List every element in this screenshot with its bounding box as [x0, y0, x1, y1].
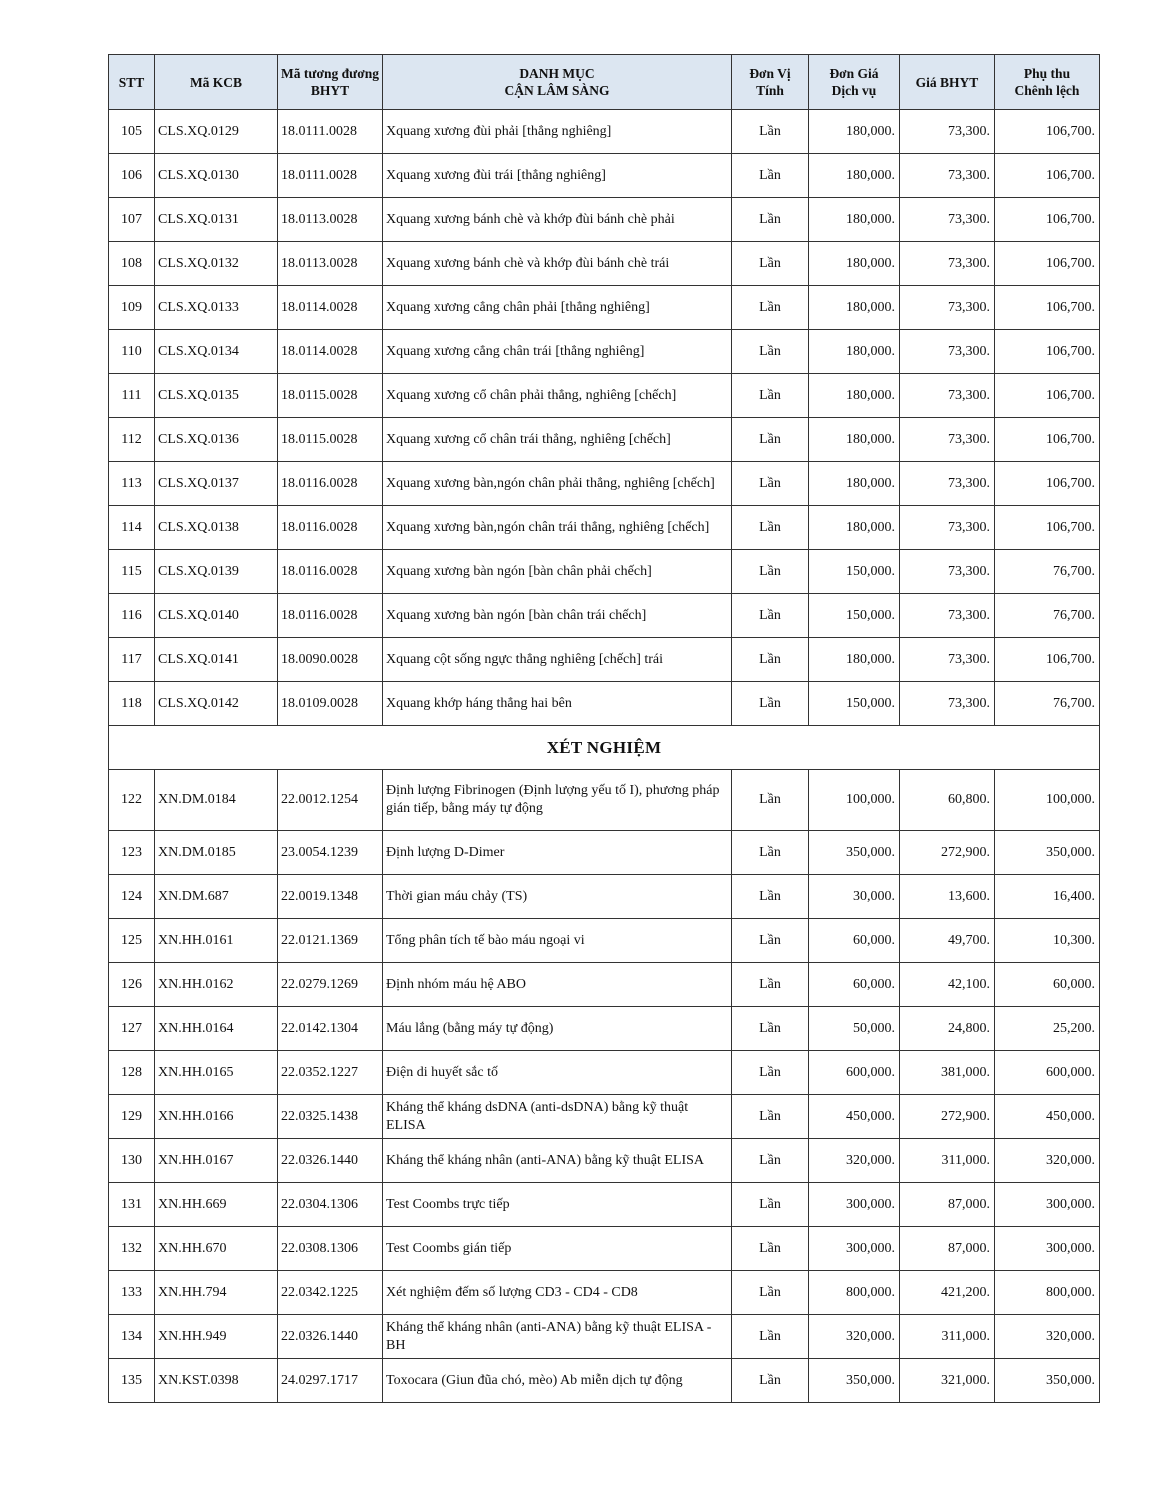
cell-ma-bhyt: 18.0113.0028 [278, 242, 383, 286]
cell-don-gia: 180,000. [809, 330, 900, 374]
cell-stt: 118 [109, 682, 155, 726]
cell-ma-bhyt: 18.0116.0028 [278, 550, 383, 594]
cell-phu-thu: 300,000. [995, 1227, 1100, 1271]
header-ma-kcb: Mã KCB [155, 55, 278, 110]
cell-ma-bhyt: 18.0111.0028 [278, 110, 383, 154]
cell-gia-bhyt: 73,300. [900, 374, 995, 418]
cell-don-gia: 180,000. [809, 374, 900, 418]
table-row [109, 963, 1100, 1007]
cell-don-vi: Lần [732, 1139, 809, 1183]
table-row [109, 242, 1100, 286]
cell-ma-kcb: XN.HH.0162 [155, 963, 278, 1007]
cell-ma-kcb: CLS.XQ.0132 [155, 242, 278, 286]
cell-phu-thu: 76,700. [995, 682, 1100, 726]
cell-ma-kcb: CLS.XQ.0142 [155, 682, 278, 726]
cell-don-gia: 180,000. [809, 638, 900, 682]
cell-don-gia: 60,000. [809, 963, 900, 1007]
cell-stt: 125 [109, 919, 155, 963]
cell-don-gia: 180,000. [809, 286, 900, 330]
table-row [109, 1007, 1100, 1051]
cell-don-gia: 180,000. [809, 242, 900, 286]
cell-don-gia: 60,000. [809, 919, 900, 963]
table-row [109, 154, 1100, 198]
cell-don-gia: 150,000. [809, 550, 900, 594]
cell-gia-bhyt: 73,300. [900, 418, 995, 462]
cell-phu-thu: 300,000. [995, 1183, 1100, 1227]
cell-ma-bhyt: 18.0113.0028 [278, 198, 383, 242]
cell-ma-bhyt: 18.0114.0028 [278, 330, 383, 374]
table-row [109, 638, 1100, 682]
cell-phu-thu: 106,700. [995, 506, 1100, 550]
cell-ten-dich-vu: Xquang xương cổ chân phải thẳng, nghiêng [chếch] [383, 374, 732, 418]
cell-gia-bhyt: 73,300. [900, 594, 995, 638]
cell-phu-thu: 106,700. [995, 374, 1100, 418]
table-row [109, 550, 1100, 594]
cell-ma-kcb: XN.HH.669 [155, 1183, 278, 1227]
table-row [109, 1315, 1100, 1359]
cell-ten-dich-vu: Test Coombs trực tiếp [383, 1183, 732, 1227]
cell-ten-dich-vu: Định nhóm máu hệ ABO [383, 963, 732, 1007]
cell-phu-thu: 106,700. [995, 286, 1100, 330]
table-row [109, 506, 1100, 550]
table-row [109, 1139, 1100, 1183]
cell-don-gia: 600,000. [809, 1051, 900, 1095]
cell-ma-bhyt: 22.0279.1269 [278, 963, 383, 1007]
cell-stt: 128 [109, 1051, 155, 1095]
cell-phu-thu: 320,000. [995, 1315, 1100, 1359]
cell-don-gia: 50,000. [809, 1007, 900, 1051]
cell-phu-thu: 10,300. [995, 919, 1100, 963]
cell-don-vi: Lần [732, 1359, 809, 1403]
table-row [109, 374, 1100, 418]
cell-ma-kcb: CLS.XQ.0133 [155, 286, 278, 330]
cell-ma-kcb: CLS.XQ.0131 [155, 198, 278, 242]
cell-don-gia: 180,000. [809, 418, 900, 462]
table-row [109, 1183, 1100, 1227]
cell-ma-bhyt: 22.0326.1440 [278, 1315, 383, 1359]
cell-ten-dich-vu: Xquang cột sống ngực thẳng nghiêng [chếch] trái [383, 638, 732, 682]
cell-phu-thu: 350,000. [995, 1359, 1100, 1403]
cell-gia-bhyt: 73,300. [900, 242, 995, 286]
cell-ma-kcb: XN.KST.0398 [155, 1359, 278, 1403]
cell-gia-bhyt: 73,300. [900, 154, 995, 198]
table-row [109, 594, 1100, 638]
cell-ma-kcb: XN.DM.687 [155, 875, 278, 919]
cell-gia-bhyt: 272,900. [900, 1095, 995, 1139]
cell-phu-thu: 320,000. [995, 1139, 1100, 1183]
cell-don-vi: Lần [732, 1183, 809, 1227]
cell-don-vi: Lần [732, 374, 809, 418]
table-row [109, 330, 1100, 374]
cell-don-gia: 300,000. [809, 1183, 900, 1227]
cell-ma-kcb: CLS.XQ.0140 [155, 594, 278, 638]
cell-ten-dich-vu: Xquang khớp háng thẳng hai bên [383, 682, 732, 726]
cell-don-vi: Lần [732, 506, 809, 550]
cell-phu-thu: 106,700. [995, 462, 1100, 506]
cell-don-vi: Lần [732, 1095, 809, 1139]
cell-ten-dich-vu: Định lượng Fibrinogen (Định lượng yếu tố I), phương pháp gián tiếp, bằng máy tự động [383, 770, 732, 831]
cell-gia-bhyt: 73,300. [900, 462, 995, 506]
xet-nghiem-rows [109, 770, 1100, 1403]
cell-don-vi: Lần [732, 286, 809, 330]
cell-stt: 105 [109, 110, 155, 154]
cell-don-gia: 30,000. [809, 875, 900, 919]
cell-don-gia: 350,000. [809, 831, 900, 875]
cell-gia-bhyt: 73,300. [900, 638, 995, 682]
table-row [109, 831, 1100, 875]
cell-phu-thu: 106,700. [995, 242, 1100, 286]
cell-gia-bhyt: 311,000. [900, 1315, 995, 1359]
cell-don-vi: Lần [732, 638, 809, 682]
cell-phu-thu: 76,700. [995, 594, 1100, 638]
table-row [109, 286, 1100, 330]
cell-ten-dich-vu: Định lượng D-Dimer [383, 831, 732, 875]
cell-don-vi: Lần [732, 242, 809, 286]
cell-gia-bhyt: 73,300. [900, 506, 995, 550]
cell-don-vi: Lần [732, 963, 809, 1007]
cell-gia-bhyt: 49,700. [900, 919, 995, 963]
table-row [109, 418, 1100, 462]
cell-ma-bhyt: 22.0121.1369 [278, 919, 383, 963]
cell-don-vi: Lần [732, 550, 809, 594]
cell-gia-bhyt: 272,900. [900, 831, 995, 875]
cell-phu-thu: 600,000. [995, 1051, 1100, 1095]
cell-stt: 109 [109, 286, 155, 330]
cell-stt: 111 [109, 374, 155, 418]
cell-stt: 132 [109, 1227, 155, 1271]
cell-stt: 130 [109, 1139, 155, 1183]
cell-ten-dich-vu: Kháng thể kháng dsDNA (anti-dsDNA) bằng kỹ thuật ELISA [383, 1095, 732, 1139]
cell-stt: 134 [109, 1315, 155, 1359]
cell-phu-thu: 106,700. [995, 638, 1100, 682]
cell-don-vi: Lần [732, 875, 809, 919]
cell-phu-thu: 450,000. [995, 1095, 1100, 1139]
cell-don-vi: Lần [732, 1227, 809, 1271]
cell-stt: 114 [109, 506, 155, 550]
cell-ma-bhyt: 18.0116.0028 [278, 462, 383, 506]
cell-don-gia: 180,000. [809, 462, 900, 506]
cell-gia-bhyt: 381,000. [900, 1051, 995, 1095]
cell-don-gia: 180,000. [809, 198, 900, 242]
section-title: XÉT NGHIỆM [109, 726, 1100, 770]
table-row [109, 1095, 1100, 1139]
table-row [109, 1051, 1100, 1095]
cell-ma-bhyt: 18.0090.0028 [278, 638, 383, 682]
cell-ma-kcb: CLS.XQ.0137 [155, 462, 278, 506]
cell-ma-kcb: XN.HH.0167 [155, 1139, 278, 1183]
cell-don-vi: Lần [732, 154, 809, 198]
cell-ma-bhyt: 22.0012.1254 [278, 770, 383, 831]
price-table [108, 54, 1100, 1403]
cell-phu-thu: 106,700. [995, 330, 1100, 374]
table-row [109, 1271, 1100, 1315]
cell-gia-bhyt: 73,300. [900, 682, 995, 726]
cell-ten-dich-vu: Xquang xương bánh chè và khớp đùi bánh chè trái [383, 242, 732, 286]
cell-gia-bhyt: 421,200. [900, 1271, 995, 1315]
cell-phu-thu: 106,700. [995, 198, 1100, 242]
cell-ten-dich-vu: Điện di huyết sắc tố [383, 1051, 732, 1095]
cell-ma-bhyt: 22.0142.1304 [278, 1007, 383, 1051]
cell-stt: 122 [109, 770, 155, 831]
cell-ma-bhyt: 22.0325.1438 [278, 1095, 383, 1139]
cell-phu-thu: 76,700. [995, 550, 1100, 594]
cell-ma-kcb: CLS.XQ.0138 [155, 506, 278, 550]
cell-ma-bhyt: 18.0109.0028 [278, 682, 383, 726]
cell-don-vi: Lần [732, 682, 809, 726]
cell-ma-kcb: XN.DM.0185 [155, 831, 278, 875]
cell-ten-dich-vu: Xquang xương đùi trái [thẳng nghiêng] [383, 154, 732, 198]
cell-ma-kcb: XN.HH.0164 [155, 1007, 278, 1051]
cell-stt: 106 [109, 154, 155, 198]
cell-ma-kcb: XN.HH.0166 [155, 1095, 278, 1139]
table-row [109, 875, 1100, 919]
table-row [109, 1359, 1100, 1403]
header-stt: STT [109, 55, 155, 110]
cell-ma-bhyt: 22.0308.1306 [278, 1227, 383, 1271]
cell-don-gia: 450,000. [809, 1095, 900, 1139]
cell-ma-bhyt: 22.0342.1225 [278, 1271, 383, 1315]
header-row [109, 55, 1100, 110]
header-don-gia: Đơn Giá Dịch vụ [809, 55, 900, 110]
cell-don-vi: Lần [732, 831, 809, 875]
cell-ten-dich-vu: Kháng thể kháng nhân (anti-ANA) bằng kỹ thuật ELISA [383, 1139, 732, 1183]
cell-stt: 113 [109, 462, 155, 506]
cell-ma-bhyt: 18.0111.0028 [278, 154, 383, 198]
cell-ten-dich-vu: Test Coombs gián tiếp [383, 1227, 732, 1271]
cell-ten-dich-vu: Xquang xương cẳng chân phải [thẳng nghiêng] [383, 286, 732, 330]
cell-gia-bhyt: 87,000. [900, 1227, 995, 1271]
cell-phu-thu: 60,000. [995, 963, 1100, 1007]
cell-stt: 133 [109, 1271, 155, 1315]
cell-ten-dich-vu: Thời gian máu chảy (TS) [383, 875, 732, 919]
cell-ten-dich-vu: Tổng phân tích tế bào máu ngoại vi [383, 919, 732, 963]
price-list-sheet [108, 54, 1099, 1403]
cell-don-gia: 180,000. [809, 506, 900, 550]
cell-ten-dich-vu: Toxocara (Giun đũa chó, mèo) Ab miễn dịch tự động [383, 1359, 732, 1403]
header-phu-thu: Phụ thu Chênh lệch [995, 55, 1100, 110]
cell-gia-bhyt: 311,000. [900, 1139, 995, 1183]
cell-ma-bhyt: 23.0054.1239 [278, 831, 383, 875]
cell-phu-thu: 106,700. [995, 110, 1100, 154]
cell-phu-thu: 800,000. [995, 1271, 1100, 1315]
cell-stt: 129 [109, 1095, 155, 1139]
table-row [109, 682, 1100, 726]
cell-don-gia: 800,000. [809, 1271, 900, 1315]
cell-gia-bhyt: 24,800. [900, 1007, 995, 1051]
cell-stt: 117 [109, 638, 155, 682]
table-row [109, 1227, 1100, 1271]
cell-gia-bhyt: 73,300. [900, 198, 995, 242]
cell-don-gia: 350,000. [809, 1359, 900, 1403]
cell-don-vi: Lần [732, 418, 809, 462]
cell-ma-bhyt: 24.0297.1717 [278, 1359, 383, 1403]
cell-gia-bhyt: 42,100. [900, 963, 995, 1007]
cell-ma-bhyt: 22.0326.1440 [278, 1139, 383, 1183]
cell-ma-bhyt: 22.0352.1227 [278, 1051, 383, 1095]
cell-gia-bhyt: 87,000. [900, 1183, 995, 1227]
cell-ma-bhyt: 18.0116.0028 [278, 506, 383, 550]
cell-don-gia: 320,000. [809, 1315, 900, 1359]
cell-ten-dich-vu: Xquang xương đùi phải [thẳng nghiêng] [383, 110, 732, 154]
cell-stt: 131 [109, 1183, 155, 1227]
section-xet-nghiem [109, 726, 1100, 770]
cell-don-gia: 320,000. [809, 1139, 900, 1183]
xquang-rows [109, 110, 1100, 726]
header-ma-tuong-duong: Mã tương đương BHYT [278, 55, 383, 110]
cell-ma-bhyt: 18.0115.0028 [278, 374, 383, 418]
cell-ten-dich-vu: Xét nghiệm đếm số lượng CD3 - CD4 - CD8 [383, 1271, 732, 1315]
cell-gia-bhyt: 60,800. [900, 770, 995, 831]
cell-don-vi: Lần [732, 110, 809, 154]
cell-ten-dich-vu: Kháng thể kháng nhân (anti-ANA) bằng kỹ thuật ELISA - BH [383, 1315, 732, 1359]
cell-phu-thu: 16,400. [995, 875, 1100, 919]
cell-gia-bhyt: 13,600. [900, 875, 995, 919]
cell-don-gia: 150,000. [809, 594, 900, 638]
cell-ten-dich-vu: Máu lắng (bằng máy tự động) [383, 1007, 732, 1051]
header-gia-bhyt: Giá BHYT [900, 55, 995, 110]
cell-ten-dich-vu: Xquang xương bánh chè và khớp đùi bánh chè phải [383, 198, 732, 242]
cell-ma-bhyt: 22.0304.1306 [278, 1183, 383, 1227]
cell-stt: 123 [109, 831, 155, 875]
cell-stt: 126 [109, 963, 155, 1007]
cell-ten-dich-vu: Xquang xương bàn ngón [bàn chân trái chếch] [383, 594, 732, 638]
cell-don-vi: Lần [732, 1271, 809, 1315]
table-row [109, 198, 1100, 242]
cell-stt: 135 [109, 1359, 155, 1403]
cell-phu-thu: 106,700. [995, 154, 1100, 198]
cell-ma-bhyt: 18.0114.0028 [278, 286, 383, 330]
cell-ten-dich-vu: Xquang xương bàn,ngón chân trái thẳng, nghiêng [chếch] [383, 506, 732, 550]
cell-stt: 108 [109, 242, 155, 286]
cell-ma-kcb: CLS.XQ.0135 [155, 374, 278, 418]
cell-ma-kcb: XN.HH.0165 [155, 1051, 278, 1095]
cell-ten-dich-vu: Xquang xương bàn,ngón chân phải thẳng, nghiêng [chếch] [383, 462, 732, 506]
cell-don-vi: Lần [732, 198, 809, 242]
cell-don-vi: Lần [732, 770, 809, 831]
cell-stt: 107 [109, 198, 155, 242]
cell-don-gia: 180,000. [809, 110, 900, 154]
cell-ma-kcb: CLS.XQ.0130 [155, 154, 278, 198]
cell-phu-thu: 106,700. [995, 418, 1100, 462]
cell-gia-bhyt: 73,300. [900, 330, 995, 374]
cell-ma-kcb: CLS.XQ.0139 [155, 550, 278, 594]
cell-don-vi: Lần [732, 1007, 809, 1051]
table-row [109, 462, 1100, 506]
cell-ma-kcb: XN.HH.670 [155, 1227, 278, 1271]
cell-ma-kcb: XN.DM.0184 [155, 770, 278, 831]
cell-gia-bhyt: 321,000. [900, 1359, 995, 1403]
cell-don-gia: 150,000. [809, 682, 900, 726]
cell-phu-thu: 100,000. [995, 770, 1100, 831]
cell-ma-kcb: XN.HH.949 [155, 1315, 278, 1359]
cell-don-vi: Lần [732, 330, 809, 374]
cell-stt: 116 [109, 594, 155, 638]
cell-don-gia: 100,000. [809, 770, 900, 831]
cell-don-vi: Lần [732, 919, 809, 963]
cell-ma-kcb: XN.HH.794 [155, 1271, 278, 1315]
cell-stt: 110 [109, 330, 155, 374]
cell-don-vi: Lần [732, 1051, 809, 1095]
cell-ma-bhyt: 22.0019.1348 [278, 875, 383, 919]
cell-ma-kcb: CLS.XQ.0141 [155, 638, 278, 682]
cell-don-gia: 300,000. [809, 1227, 900, 1271]
cell-stt: 115 [109, 550, 155, 594]
cell-phu-thu: 25,200. [995, 1007, 1100, 1051]
cell-ma-kcb: CLS.XQ.0129 [155, 110, 278, 154]
cell-ten-dich-vu: Xquang xương cẳng chân trái [thẳng nghiêng] [383, 330, 732, 374]
cell-ma-bhyt: 18.0116.0028 [278, 594, 383, 638]
cell-ten-dich-vu: Xquang xương bàn ngón [bàn chân phải chếch] [383, 550, 732, 594]
cell-don-vi: Lần [732, 1315, 809, 1359]
table-row [109, 110, 1100, 154]
table-row [109, 770, 1100, 831]
cell-stt: 124 [109, 875, 155, 919]
cell-gia-bhyt: 73,300. [900, 110, 995, 154]
cell-phu-thu: 350,000. [995, 831, 1100, 875]
cell-ma-kcb: CLS.XQ.0134 [155, 330, 278, 374]
cell-ma-kcb: CLS.XQ.0136 [155, 418, 278, 462]
cell-ma-bhyt: 18.0115.0028 [278, 418, 383, 462]
header-don-vi-tinh: Đơn Vị Tính [732, 55, 809, 110]
header-danh-muc: DANH MỤC CẬN LÂM SÀNG [383, 55, 732, 110]
cell-stt: 112 [109, 418, 155, 462]
cell-ma-kcb: XN.HH.0161 [155, 919, 278, 963]
cell-don-vi: Lần [732, 462, 809, 506]
cell-gia-bhyt: 73,300. [900, 550, 995, 594]
cell-stt: 127 [109, 1007, 155, 1051]
table-row [109, 919, 1100, 963]
cell-ten-dich-vu: Xquang xương cổ chân trái thẳng, nghiêng [chếch] [383, 418, 732, 462]
cell-don-gia: 180,000. [809, 154, 900, 198]
cell-gia-bhyt: 73,300. [900, 286, 995, 330]
cell-don-vi: Lần [732, 594, 809, 638]
section-row [109, 726, 1100, 770]
